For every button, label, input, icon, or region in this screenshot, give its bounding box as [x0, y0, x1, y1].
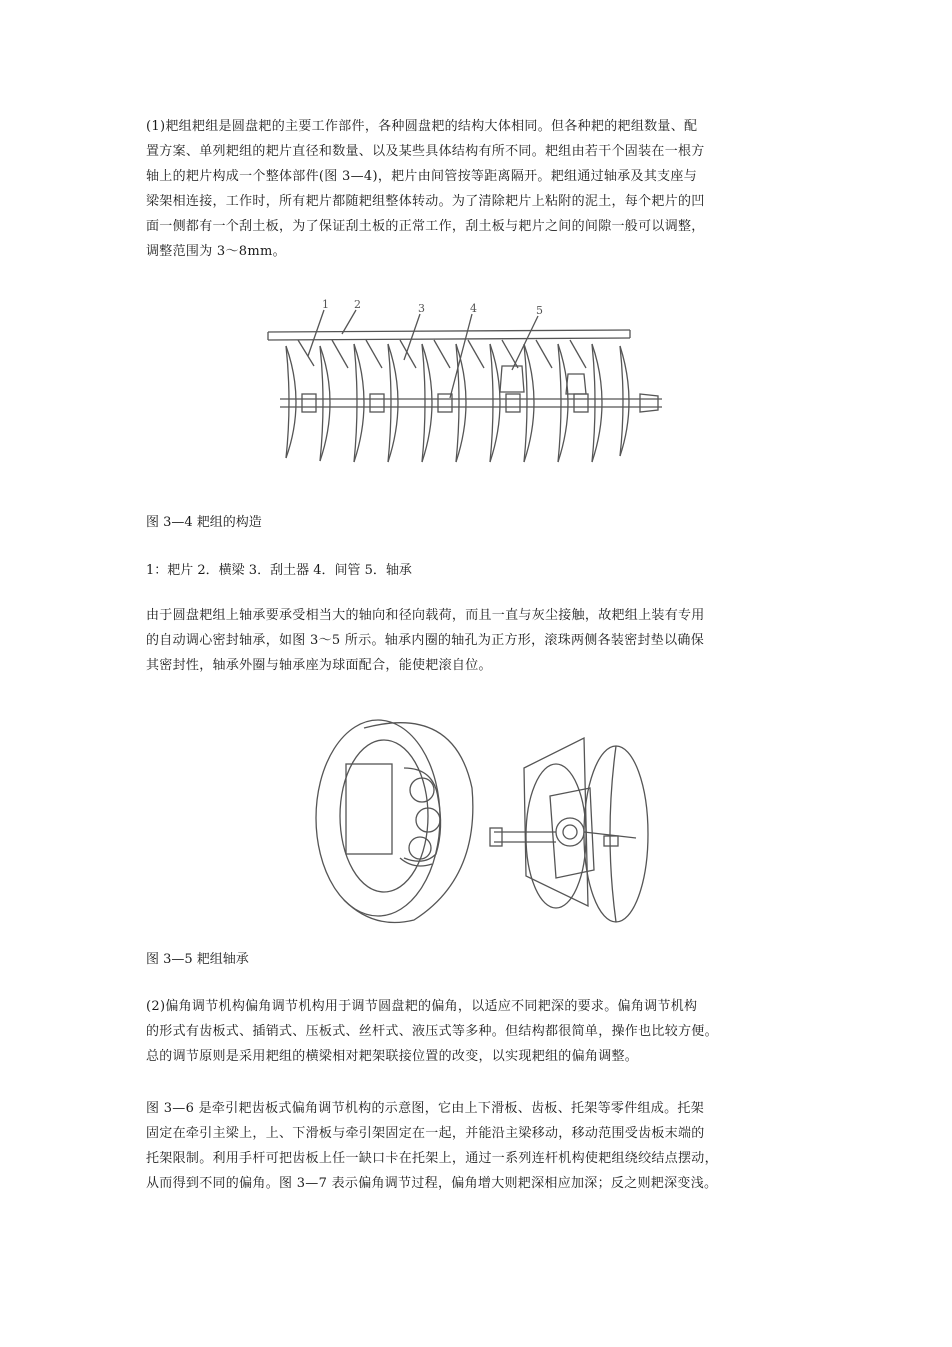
figure-3-4-legend: 1：耙片 2．横梁 3．刮土器 4．间管 5．轴承	[146, 563, 412, 578]
text-line: (1)耙组耙组是圆盘耙的主要工作部件，各种圆盘耙的结构大体相同。但各种耙的耙组数量、配	[146, 119, 698, 134]
paragraph-harrow-group	[146, 114, 808, 264]
callout-4: 4	[470, 302, 477, 315]
harrow-gang-drawing	[262, 296, 692, 486]
figure-3-5-caption: 图 3—5 耙组轴承	[146, 952, 249, 967]
text-line: (2)偏角调节机构偏角调节机构用于调节圆盘耙的偏角，以适应不同耙深的要求。偏角调节机构	[146, 999, 698, 1014]
figure-3-4-caption: 图 3—4 耙组的构造	[146, 515, 262, 530]
text-line: 置方案、单列耙组的耙片直径和数量、以及某些具体结构有所不同。耙组由若干个固装在一根方	[146, 144, 705, 159]
text-line: 由于圆盘耙组上轴承要承受相当大的轴向和径向载荷，而且一直与灰尘接触，故耙组上装有专用	[146, 608, 705, 623]
paragraph-rack-mechanism	[146, 1096, 808, 1196]
paragraph-angle-adjustment	[146, 994, 808, 1069]
text-line: 的自动调心密封轴承，如图 3～5 所示。轴承内圈的轴孔为正方形，滚珠两侧各装密封垫以确保	[146, 633, 705, 648]
text-line: 其密封性，轴承外圈与轴承座为球面配合，能使耙滚自位。	[146, 658, 492, 673]
text-line: 的形式有齿板式、插销式、压板式、丝杆式、液压式等多种。但结构都很简单，操作也比较方便。	[146, 1024, 718, 1039]
callout-1: 1	[322, 298, 329, 311]
callout-3: 3	[418, 302, 425, 315]
text-line: 图 3—6 是牵引耙齿板式偏角调节机构的示意图，它由上下滑板、齿板、托架等零件组成。托架	[146, 1101, 705, 1116]
paragraph-bearing	[146, 603, 808, 678]
callout-5: 5	[536, 304, 543, 317]
text-line: 固定在牵引主梁上，上、下滑板与牵引架固定在一起，并能沿主梁移动，移动范围受齿板末端的	[146, 1126, 705, 1141]
text-line: 总的调节原则是采用耙组的横梁相对耙架联接位置的改变，以实现耙组的偏角调整。	[146, 1049, 639, 1064]
harrow-bearing-drawing	[304, 708, 654, 930]
text-line: 从而得到不同的偏角。图 3—7 表示偏角调节过程，偏角增大则耙深相应加深；反之则耙深变浅。	[146, 1176, 718, 1191]
text-line: 托架限制。利用手杆可把齿板上任一缺口卡在托架上，通过一系列连杆机构使耙组绕绞结点摆动，	[146, 1151, 718, 1166]
callout-2: 2	[354, 298, 361, 311]
text-line: 轴上的耙片构成一个整体部件(图 3—4)，耙片由间管按等距离隔开。耙组通过轴承及其支座与	[146, 169, 698, 184]
text-line: 梁架相连接，工作时，所有耙片都随耙组整体转动。为了清除耙片上粘附的泥土，每个耙片的凹	[146, 194, 705, 209]
text-line: 面一侧都有一个刮土板，为了保证刮土板的正常工作，刮土板与耙片之间的间隙一般可以调整，	[146, 219, 705, 234]
text-line: 调整范围为 3～8mm。	[146, 244, 286, 259]
harrow-gang-figure	[262, 296, 692, 486]
harrow-bearing-figure	[304, 708, 654, 930]
